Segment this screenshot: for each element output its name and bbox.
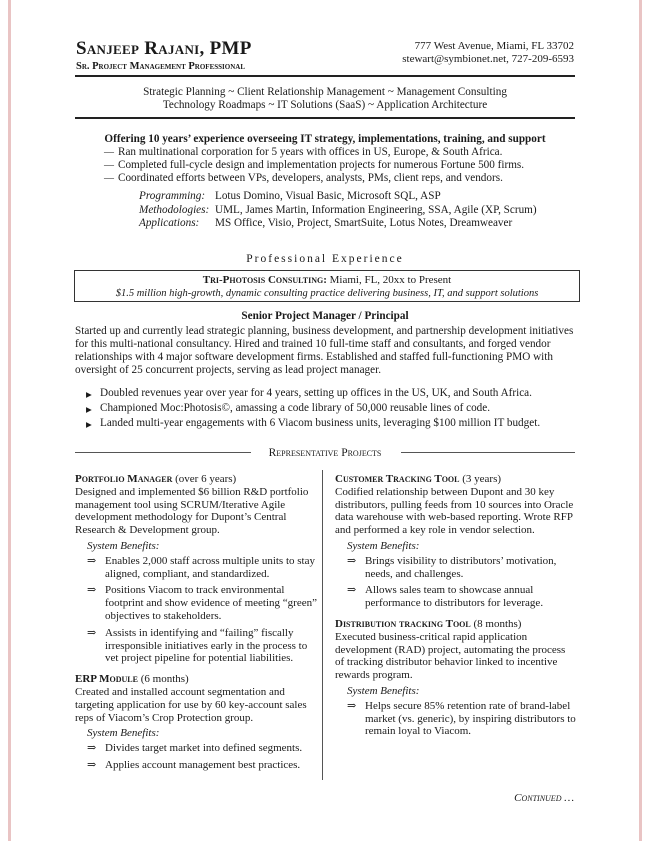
project-description: Designed and implemented $6 billion R&D portfolio management tool using SCRUM/Iterative Agile development methodology for Dupont’s Central Research & Development group. (75, 485, 309, 537)
keywords-line-1: Strategic Planning ~ Client Relationship Management ~ Management Consulting (143, 86, 507, 98)
project-duration: (3 years) (459, 473, 502, 485)
achievement-item: ▶ Championed Moc:Photosis©, amassing a code library of 50,000 reusable lines of code. (86, 401, 540, 416)
benefits-label: System Benefits: (87, 539, 160, 552)
skills-value: Lotus Domino, Visual Basic, Microsoft SQL, ASP (215, 190, 441, 202)
projects-left-column (75, 473, 320, 780)
benefit-item: ⇒ Assists in identifying and “failing” fiscally irresponsible initiatives early in the process to vet project pipeline for potential liabilities. (75, 627, 320, 665)
project-title: Portfolio Manager (75, 473, 173, 485)
benefit-item: ⇒ Helps secure 85% retention rate of brand-label market (vs. generic), by inspiring distributors to remain loyal to Viacom. (335, 700, 577, 738)
summary-item: — Completed full-cycle design and implementation projects for numerous Fortune 500 firms. (104, 159, 524, 172)
address: 777 West Avenue, Miami, FL 33702 (414, 40, 574, 52)
benefits-list (335, 700, 577, 738)
project-description: Codified relationship between Dupont and 30 key distributors, pulling feeds from 10 sources into Oracle data warehouse with web-based reporting. Wrote RFP and performed a key role in vendor selection. (335, 485, 574, 537)
skills-value: UML, James Martin, Information Engineering, SSA, Agile (XP, Scrum) (215, 203, 537, 216)
skills-row (139, 217, 537, 231)
page-border-left (8, 0, 11, 841)
project-block (75, 673, 320, 772)
experience-section-title: Professional Experience (246, 253, 404, 265)
summary-item: — Coordinated efforts between VPs, developers, analysts, PMs, client reps, and vendors. (104, 172, 524, 185)
company-name: Tri-Photosis Consulting: (202, 274, 327, 286)
column-divider (322, 470, 323, 780)
project-block (335, 618, 577, 738)
project-title: Customer Tracking Tool (335, 473, 460, 485)
resume-title: Sr. Project Management Professional (76, 61, 245, 72)
summary-headline: Offering 10 years’ experience overseeing IT strategy, implementations, training, and support (104, 133, 546, 145)
skills-row (139, 204, 537, 218)
projects-right-column (335, 473, 577, 746)
benefit-item: ⇒ Allows sales team to showcase annual performance to distributors for leverage. (335, 584, 577, 610)
keywords-rule (75, 117, 575, 119)
achievements-list (86, 386, 540, 431)
project-duration: (6 months) (137, 673, 189, 686)
role-title: Senior Project Manager / Principal (241, 310, 409, 322)
summary-list (104, 146, 524, 185)
project-heading (335, 473, 577, 486)
benefits-list (335, 555, 577, 610)
company-tagline: $1.5 million high-growth, dynamic consulting practice delivering business, IT, and support solutions (115, 288, 539, 299)
benefit-item: ⇒ Brings visibility to distributors’ motivation, needs, and challenges. (335, 555, 577, 581)
projects-rule-right (401, 452, 575, 453)
skills-label: Applications: (139, 217, 200, 229)
project-heading (75, 673, 320, 686)
company-line (75, 271, 579, 287)
achievement-item: ▶ Landed multi-year engagements with 6 Viacom business units, leveraging $100 million IT budget. (86, 416, 540, 431)
benefit-item: ⇒ Applies account management best practices. (75, 759, 320, 772)
benefit-item: ⇒ Positions Viacom to track environmental footprint and show evidence of meeting “green” objectives to stakeholders. (75, 584, 320, 622)
benefit-item: ⇒ Enables 2,000 staff across multiple units to stay aligned, compliant, and standardized. (75, 555, 320, 581)
skills-label: Programming: (139, 190, 206, 202)
benefits-list (75, 555, 320, 665)
project-title: ERP Module (75, 673, 138, 686)
project-block (335, 473, 577, 610)
contact-block (402, 40, 574, 66)
project-heading (75, 473, 320, 486)
project-heading (335, 618, 577, 631)
keywords-line-2: Technology Roadmaps ~ IT Solutions (SaaS) ~ Application Architecture (162, 99, 488, 111)
resume-name: Sanjeep Rajani, PMP (76, 38, 252, 59)
skills-row (139, 190, 537, 204)
summary-item: — Ran multinational corporation for 5 years with offices in US, Europe, & South Africa. (104, 146, 524, 159)
skills-table (139, 190, 537, 231)
project-block (75, 473, 320, 665)
company-location-dates: Miami, FL, 20xx to Present (326, 274, 452, 286)
email-phone: stewart@symbionet.net, 727-209-6593 (402, 53, 574, 65)
project-description: Executed business-critical rapid application development (RAD) project, automating the process of tracking distributor behavior linked to incentive rewards program. (335, 630, 566, 682)
benefits-label: System Benefits: (347, 539, 420, 552)
benefits-label: System Benefits: (347, 684, 420, 697)
skills-value: MS Office, Visio, Project, SmartSuite, Lotus Notes, Dreamweaver (215, 217, 513, 229)
company-box (74, 270, 580, 302)
benefit-item: ⇒ Divides target market into defined segments. (75, 742, 320, 755)
keywords (75, 86, 575, 112)
skills-label: Methodologies: (139, 203, 210, 216)
role-description: Started up and currently lead strategic planning, business development, and partnership development initiatives for this multi-national consultancy. Hired and trained 10 full-time staff and consultants, and forged vendor relationships with 4 major software development firms. Established and staffed full-functioning PMO with oversight of 25 concurrent projects, serving as lead project manager. (75, 325, 574, 376)
benefits-label: System Benefits: (87, 727, 160, 740)
projects-section-title: Representative Projects (268, 447, 382, 459)
project-duration: (over 6 years) (172, 473, 237, 485)
project-description: Created and installed account segmentation and targeting application for use by 60 key-account sales reps of Viacom’s Crop Protection group. (75, 685, 307, 724)
project-duration: (8 months) (470, 617, 522, 630)
achievement-item: ▶ Doubled revenues year over year for 4 years, setting up offices in the US, UK, and South Africa. (86, 386, 540, 401)
continued-note: Continued … (514, 792, 574, 804)
header-rule (75, 75, 575, 77)
benefits-list (75, 742, 320, 772)
page-border-right (639, 0, 642, 841)
project-title: Distribution tracking Tool (335, 617, 471, 630)
